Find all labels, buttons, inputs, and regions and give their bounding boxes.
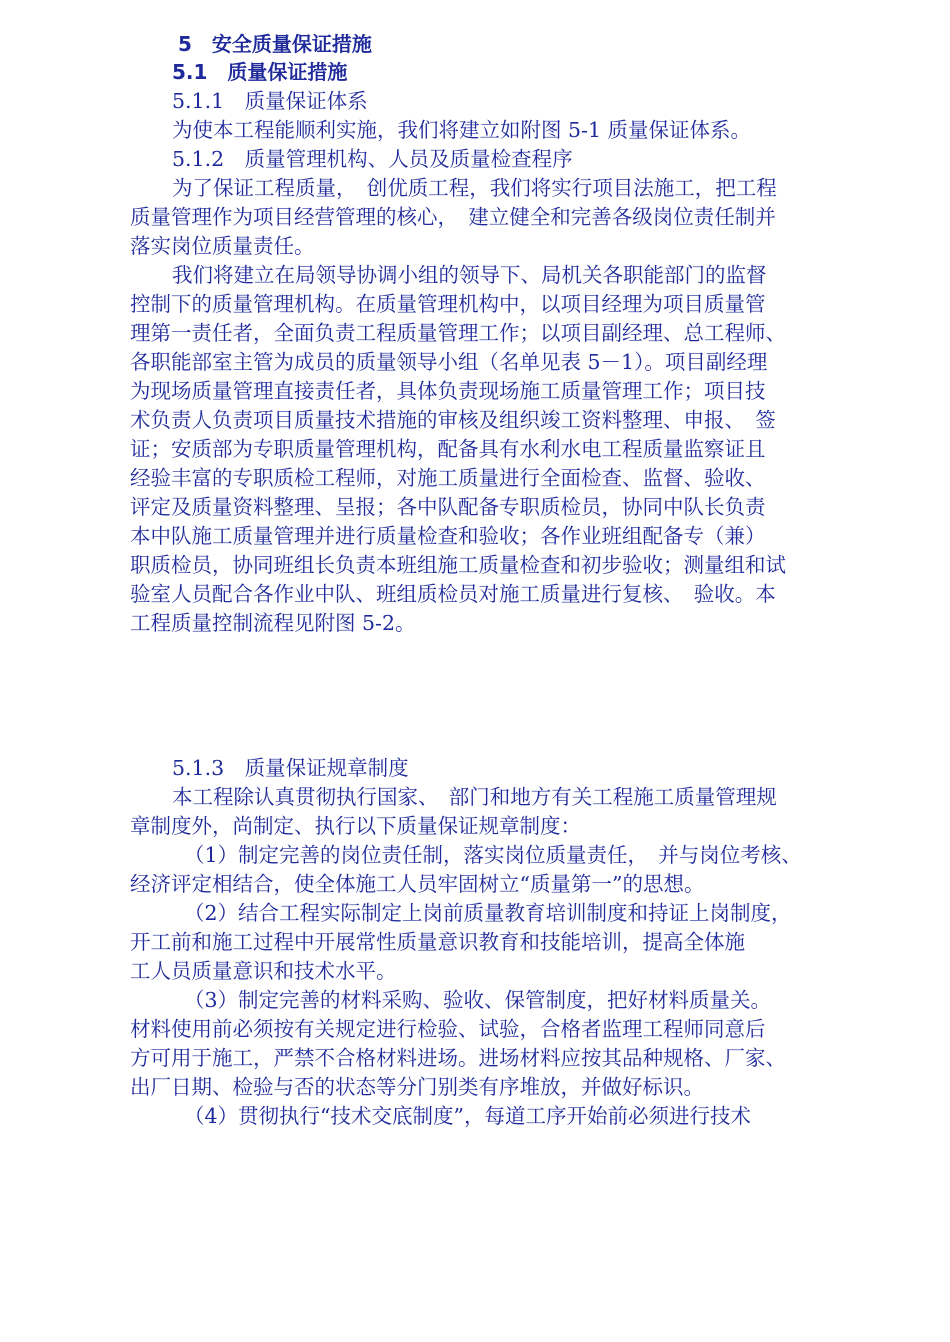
paragraph-line: 落实岗位质量责任。 bbox=[130, 234, 315, 258]
list-item-3: （3）制定完善的材料采购、验收、保管制度，把好材料质量关。 bbox=[184, 988, 772, 1012]
paragraph-line: 本工程除认真贯彻执行国家、 部门和地方有关工程施工质量管理规 bbox=[172, 785, 777, 809]
paragraph-line: 评定及质量资料整理、呈报；各中队配备专职质检员，协同中队长负责 bbox=[130, 495, 766, 519]
paragraph-line: 职质检员，协同班组长负责本班组施工质量检查和初步验收；测量组和试 bbox=[130, 553, 786, 577]
paragraph-line: 我们将建立在局领导协调小组的领导下、局机关各职能部门的监督 bbox=[172, 263, 767, 287]
paragraph-line: 控制下的质量管理机构。在质量管理机构中，以项目经理为项目质量管 bbox=[130, 292, 766, 316]
heading-5-1-3: 5.1.3 质量保证规章制度 bbox=[172, 756, 409, 780]
paragraph-line: 为使本工程能顺利实施，我们将建立如附图 5-1 质量保证体系。 bbox=[172, 118, 752, 142]
paragraph-line: 为了保证工程质量， 创优质工程，我们将实行项目法施工，把工程 bbox=[172, 176, 777, 200]
paragraph-line: 证；安质部为专职质量管理机构，配备具有水利水电工程质量监察证且 bbox=[130, 437, 766, 461]
heading-5-1-2: 5.1.2 质量管理机构、人员及质量检查程序 bbox=[172, 147, 573, 171]
list-item-2: （2）结合工程实际制定上岗前质量教育培训制度和持证上岗制度， bbox=[184, 901, 792, 925]
heading-5-1-1: 5.1.1 质量保证体系 bbox=[172, 89, 368, 113]
heading-5-1: 5.1 质量保证措施 bbox=[172, 60, 348, 84]
paragraph-line: 为现场质量管理直接责任者，具体负责现场施工质量管理工作；项目技 bbox=[130, 379, 766, 403]
paragraph-line: 工程质量控制流程见附图 5-2。 bbox=[130, 611, 416, 635]
paragraph-line: 经济评定相结合，使全体施工人员牢固树立“质量第一”的思想。 bbox=[130, 872, 705, 896]
heading-section-5: 5 安全质量保证措施 bbox=[178, 32, 372, 56]
paragraph-line: 出厂日期、检验与否的状态等分门别类有序堆放，并做好标识。 bbox=[130, 1075, 704, 1099]
paragraph-line: 章制度外，尚制定、执行以下质量保证规章制度： bbox=[130, 814, 581, 838]
list-item-4: （4）贯彻执行“技术交底制度”，每道工序开始前必须进行技术 bbox=[184, 1104, 752, 1128]
list-item-1: （1）制定完善的岗位责任制，落实岗位质量责任， 并与岗位考核、 bbox=[184, 843, 802, 867]
paragraph-line: 方可用于施工，严禁不合格材料进场。进场材料应按其品种规格、厂家、 bbox=[130, 1046, 786, 1070]
paragraph-line: 质量管理作为项目经营管理的核心， 建立健全和完善各级岗位责任制并 bbox=[130, 205, 776, 229]
paragraph-line: 本中队施工质量管理并进行质量检查和验收；各作业班组配备专（兼） bbox=[130, 524, 766, 548]
paragraph-line: 理第一责任者，全面负责工程质量管理工作；以项目副经理、总工程师、 bbox=[130, 321, 786, 345]
paragraph-line: 各职能部室主管为成员的质量领导小组（名单见表 5－1）。项目副经理 bbox=[130, 350, 768, 374]
paragraph-line: 术负责人负责项目质量技术措施的审核及组织竣工资料整理、申报、 签 bbox=[130, 408, 776, 432]
paragraph-line: 工人员质量意识和技术水平。 bbox=[130, 959, 397, 983]
paragraph-line: 经验丰富的专职质检工程师，对施工质量进行全面检查、监督、验收、 bbox=[130, 466, 766, 490]
paragraph-line: 开工前和施工过程中开展常性质量意识教育和技能培训，提高全体施 bbox=[130, 930, 745, 954]
paragraph-line: 材料使用前必须按有关规定进行检验、试验，合格者监理工程师同意后 bbox=[130, 1017, 766, 1041]
paragraph-line: 验室人员配合各作业中队、班组质检员对施工质量进行复核、 验收。本 bbox=[130, 582, 776, 606]
